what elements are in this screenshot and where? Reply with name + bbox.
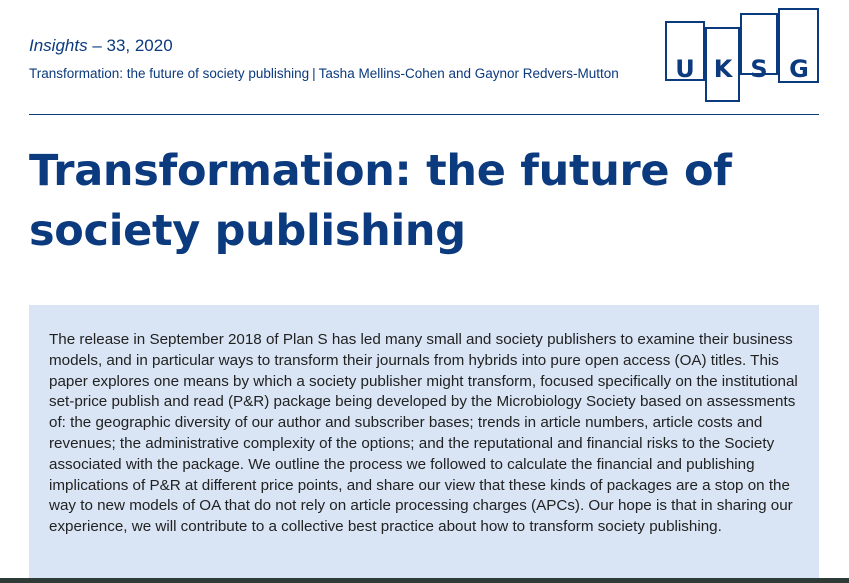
abstract-box [29,305,819,578]
logo-letter-k: K [713,55,733,83]
page-header [29,36,669,82]
logo-letter-s: S [750,55,768,83]
abstract-text: The release in September 2018 of Plan S has led many small and society publishers to examine their business models, and in particular ways to transform their journals from hybrids into pure open access (OA) titles. This paper explores one means by which a society publisher might transform, focused specifically on the institutional set-price publish and read (P&R) package being developed by the Microbiology Society based on assessments of: the geographic diversity of our author and subscriber bases; trends in article numbers, article costs and revenues; the administrative complexity of the options; and the reputational and financial risks to the Society associated with the package. We outline the process we followed to calculate the financial and publishing implications of P&R at different price points, and share our view that these kinds of packages are a stop on the way to new models of OA that do not rely on article processing charges (APCs). Our hope is that in sharing our experience, we will contribute to a collective best practice about how to transform society publishing. [49,331,798,536]
running-title: Transformation: the future of society publishing [29,66,310,81]
running-authors: Tasha Mellins-Cohen and Gaynor Redvers-Mutton [318,66,619,81]
bottom-bar [0,578,849,583]
running-head-separator: | [312,66,316,81]
uksg-logo [665,8,821,104]
running-head [29,65,669,82]
logo-letter-u: U [675,55,695,83]
journal-name: Insights [29,36,88,55]
journal-issue: – 33, 2020 [87,36,173,55]
logo-letter-g: G [789,55,809,83]
journal-citation [29,36,669,56]
header-divider [29,114,819,115]
article-title: Transformation: the future of society publishing [29,146,732,256]
